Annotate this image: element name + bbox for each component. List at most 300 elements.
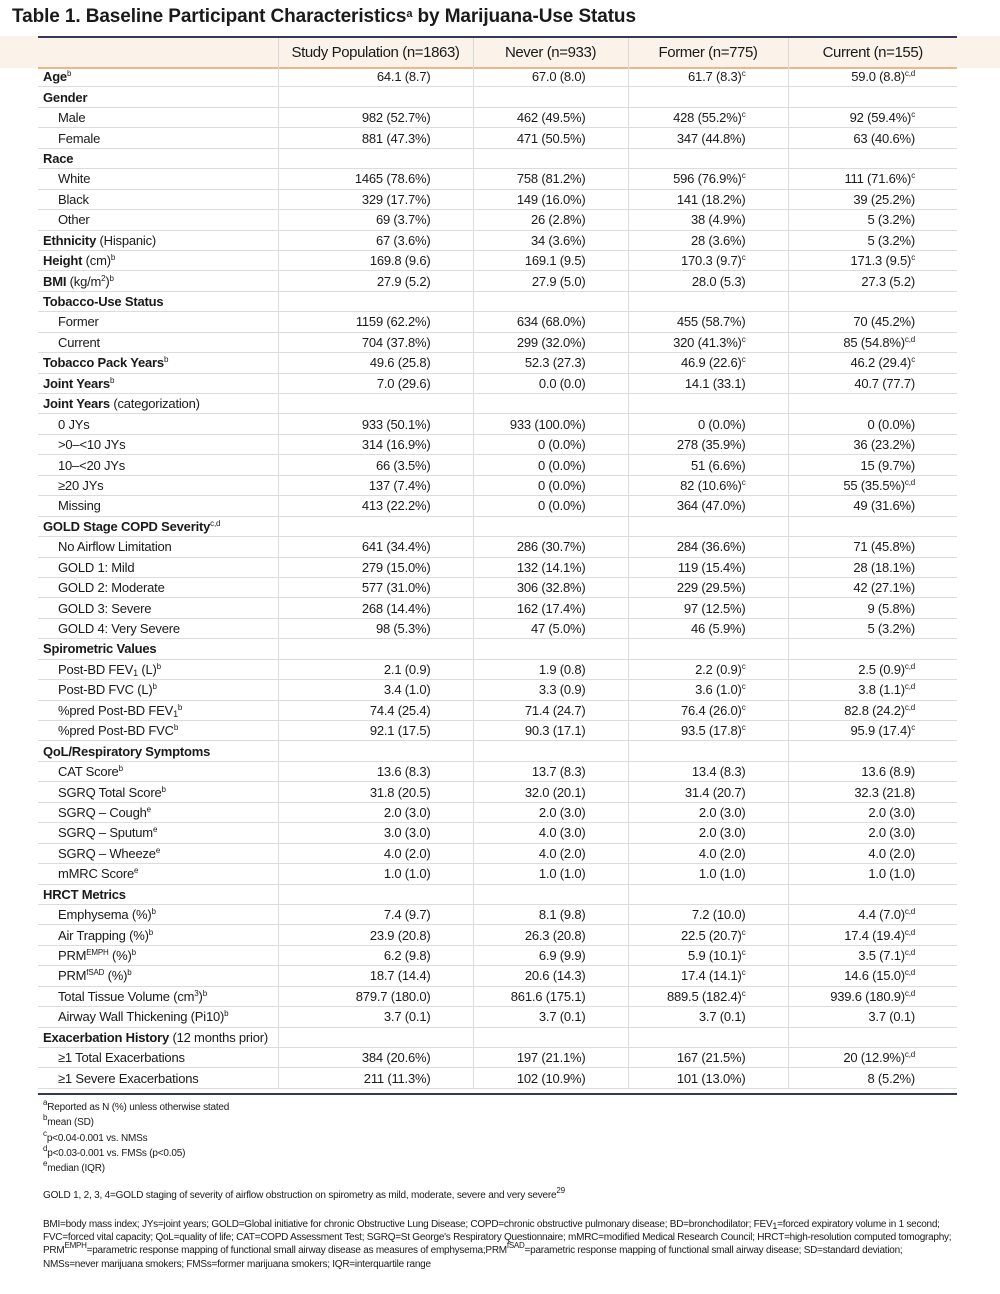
table-row (38, 659, 957, 679)
cell-value: 85 $(54.8\%)^{c,d}$ (788, 332, 957, 352)
row-label: ≥20 JYs (38, 475, 278, 495)
row-label: ≥1 Severe Exacerbations (38, 1068, 278, 1088)
table-row (38, 250, 957, 270)
cell-value: 14.1 (33.1) (628, 373, 788, 393)
cell-value: 101 (13.0%) (628, 1068, 788, 1088)
cell-value: 933 (50.1%) (278, 414, 473, 434)
cell-value: 5.9 $(10.1)^c$ (628, 945, 788, 965)
cell-value: 32.0 (20.1) (473, 782, 628, 802)
table-row (38, 577, 957, 597)
cell-value: 2.0 (3.0) (788, 823, 957, 843)
cell-value: 3.5 $(7.1)^{c,d}$ (788, 945, 957, 965)
cell-value (788, 639, 957, 659)
cell-value: 4.0 (2.0) (473, 843, 628, 863)
cell-value: 4.0 (3.0) (473, 823, 628, 843)
cell-value: 2.0 (3.0) (278, 802, 473, 822)
row-label: Emphysema (%)$^b$ (38, 904, 278, 924)
cell-value: 74.4 (25.4) (278, 700, 473, 720)
cell-value: 66 (3.5%) (278, 455, 473, 475)
cell-value: 162 (17.4%) (473, 598, 628, 618)
cell-value: 3.7 (0.1) (278, 1007, 473, 1027)
cell-value: 413 (22.2%) (278, 496, 473, 516)
cell-value: 2.5 $(0.9)^{c,d}$ (788, 659, 957, 679)
table-row (38, 761, 957, 781)
column-header: Never (n=933) (473, 38, 628, 67)
table-row (38, 210, 957, 230)
row-label: %pred Post-BD FVC$^b$ (38, 721, 278, 741)
cell-value: 17.4 $(14.1)^c$ (628, 966, 788, 986)
cell-value: 71 (45.8%) (788, 537, 957, 557)
cell-value: 879.7 (180.0) (278, 986, 473, 1006)
cell-value: 51 (6.6%) (628, 455, 788, 475)
cell-value: 14.6 $(15.0)^{c,d}$ (788, 966, 957, 986)
cell-value: 27.9 (5.2) (278, 271, 473, 291)
cell-value: 171.3 $(9.5)^c$ (788, 250, 957, 270)
table-row (38, 823, 957, 843)
cell-value: 861.6 (175.1) (473, 986, 628, 1006)
table-row (38, 721, 957, 741)
row-label: Airway Wall Thickening $(Pi10)^b$ (38, 1007, 278, 1027)
footnote: $^c$p<0.04-0.001 vs. NMSs (43, 1128, 148, 1144)
column-header: Study Population (n=1863) (278, 38, 473, 67)
cell-value: 364 (47.0%) (628, 496, 788, 516)
row-label: QoL/Respiratory Symptoms (38, 741, 278, 761)
cell-value: 1.9 (0.8) (473, 659, 628, 679)
table-row (38, 1068, 957, 1088)
row-label: BMI $(kg/m^2)^b$ (38, 271, 278, 291)
table-row (38, 394, 957, 414)
row-label: >0–<10 JYs (38, 434, 278, 454)
cell-value: 92 $(59.4\%)^c$ (788, 107, 957, 127)
table-row (38, 986, 957, 1006)
cell-value (628, 516, 788, 536)
table-row (38, 87, 957, 107)
cell-value (278, 291, 473, 311)
row-label: HRCT Metrics (38, 884, 278, 904)
row-label: GOLD 3: Severe (38, 598, 278, 618)
cell-value: 90.3 (17.1) (473, 721, 628, 741)
row-label: GOLD 4: Very Severe (38, 618, 278, 638)
cell-value: 69 (3.7%) (278, 210, 473, 230)
row-label: Former (38, 312, 278, 332)
cell-value: 5 (3.2%) (788, 618, 957, 638)
cell-value (628, 1027, 788, 1047)
cell-value: 347 (44.8%) (628, 128, 788, 148)
cell-value: 306 (32.8%) (473, 577, 628, 597)
footnotes (43, 1100, 229, 1176)
cell-value: 704 (37.8%) (278, 332, 473, 352)
cell-value: 889.5 $(182.4)^c$ (628, 986, 788, 1006)
footnote: $^e$median (IQR) (43, 1159, 105, 1175)
table-row (38, 904, 957, 924)
characteristics-table (38, 38, 957, 1089)
cell-value: 40.7 (77.7) (788, 373, 957, 393)
cell-value: 2.0 (3.0) (788, 802, 957, 822)
table-row (38, 291, 957, 311)
cell-value (278, 1027, 473, 1047)
cell-value: 76.4 $(26.0)^c$ (628, 700, 788, 720)
cell-value: 49 (31.6%) (788, 496, 957, 516)
cell-value: 28 (18.1%) (788, 557, 957, 577)
table-row (38, 598, 957, 618)
cell-value: 46.9 $(22.6)^c$ (628, 353, 788, 373)
cell-value: 2.0 (3.0) (628, 823, 788, 843)
cell-value: 6.2 (9.8) (278, 945, 473, 965)
cell-value: 23.9 (20.8) (278, 925, 473, 945)
cell-value: 0 (0.0%) (473, 496, 628, 516)
cell-value: 320 $(41.3\%)^c$ (628, 332, 788, 352)
cell-value: 3.8 $(1.1)^{c,d}$ (788, 680, 957, 700)
cell-value: 167 (21.5%) (628, 1048, 788, 1068)
cell-value: 31.8 (20.5) (278, 782, 473, 802)
table-row (38, 680, 957, 700)
row-label: Missing (38, 496, 278, 516)
cell-value: 18.7 (14.4) (278, 966, 473, 986)
table-row (38, 618, 957, 638)
cell-value: 758 (81.2%) (473, 169, 628, 189)
column-header (38, 38, 278, 67)
cell-value: 28.0 (5.3) (628, 271, 788, 291)
cell-value: 9 (5.8%) (788, 598, 957, 618)
gold-note: GOLD 1, 2, 3, 4=GOLD staging of severity of airflow obstruction on spirometry as mild, moderate, severe and very severe$^{29}$ (43, 1186, 565, 1201)
table-row (38, 169, 957, 189)
cell-value: 0 (0.0%) (628, 414, 788, 434)
cell-value: 284 (36.6%) (628, 537, 788, 557)
cell-value: 63 (40.6%) (788, 128, 957, 148)
row-label: $PRM^{fSAD}$ (%)$^b$ (38, 966, 278, 986)
table-body (38, 67, 957, 1088)
cell-value: 0 (0.0%) (473, 455, 628, 475)
row-label: Ethnicity (Hispanic) (38, 230, 278, 250)
cell-value: 1465 (78.6%) (278, 169, 473, 189)
cell-value (473, 394, 628, 414)
row-label: Exacerbation History (12 months prior) (38, 1027, 278, 1047)
cell-value: 13.6 (8.9) (788, 761, 957, 781)
cell-value (628, 884, 788, 904)
cell-value: 61.7 $(8.3)^c$ (628, 67, 788, 87)
cell-value: 1.0 (1.0) (788, 864, 957, 884)
cell-value: 31.4 (20.7) (628, 782, 788, 802)
row-label: GOLD 1: Mild (38, 557, 278, 577)
cell-value: 95.9 $(17.4)^c$ (788, 721, 957, 741)
table-row (38, 966, 957, 986)
cell-value: 67 (3.6%) (278, 230, 473, 250)
table-row (38, 373, 957, 393)
row-label: SGRQ Total Score$^b$ (38, 782, 278, 802)
table-row (38, 1048, 957, 1068)
header-row (38, 38, 957, 67)
cell-value (628, 148, 788, 168)
cell-value: 3.4 (1.0) (278, 680, 473, 700)
cell-value (473, 741, 628, 761)
cell-value: 119 (15.4%) (628, 557, 788, 577)
cell-value (473, 1027, 628, 1047)
abbreviation-glossary: BMI=body mass index; JYs=joint years; GOLD=Global initiative for chronic Obstructive Lung Disease; COPD=chronic obstructive pulmonary disease; BD=bronchodilator; $FEV_1=forced$ expiratory volume in 1 second; FVC=forced vital capacity; QoL=quality of life; CAT=COPD Assessment Test; SGRQ=St George's Respiratory Questionnaire; mMRC=modified Medical Research Council; HRCT=high-resolution computed tomography; $PRM^{EMPH}=parametric$ response mapping of functional small airway disease as measures of $emphysema;PRM^{fSAD}=parametric$ response mapping of functional small airway disease; SD=standard deviation; NMSs=never marijuana smokers; FMSs=former marijuana smokers; IQR=interquartile range (43, 1219, 952, 1270)
row-label: Black (38, 189, 278, 209)
row-label: Male (38, 107, 278, 127)
row-label: ≥1 Total Exacerbations (38, 1048, 278, 1068)
table-row (38, 925, 957, 945)
cell-value: 4.4 $(7.0)^{c,d}$ (788, 904, 957, 924)
table-title: Table 1. Baseline Participant Characteristics$^a$ by Marijuana-Use Status (12, 6, 636, 27)
footnote: $^b$mean (SD) (43, 1113, 94, 1129)
cell-value (278, 884, 473, 904)
footnote: $^a$Reported as N (%) unless otherwise stated (43, 1098, 230, 1113)
cell-value: 268 (14.4%) (278, 598, 473, 618)
cell-value: 3.0 (3.0) (278, 823, 473, 843)
cell-value (788, 291, 957, 311)
table-row (38, 353, 957, 373)
cell-value (473, 884, 628, 904)
cell-value: 169.8 (9.6) (278, 250, 473, 270)
cell-value: 1159 (62.2%) (278, 312, 473, 332)
row-label: GOLD 2: Moderate (38, 577, 278, 597)
cell-value: 286 (30.7%) (473, 537, 628, 557)
cell-value: 15 (9.7%) (788, 455, 957, 475)
row-label: Spirometric Values (38, 639, 278, 659)
cell-value: 7.0 (29.6) (278, 373, 473, 393)
cell-value: 170.3 $(9.7)^c$ (628, 250, 788, 270)
cell-value (788, 516, 957, 536)
cell-value (628, 394, 788, 414)
cell-value: 149 (16.0%) (473, 189, 628, 209)
cell-value: 3.7 (0.1) (788, 1007, 957, 1027)
cell-value: 55 $(35.5\%)^{c,d}$ (788, 475, 957, 495)
cell-value: 229 (29.5%) (628, 577, 788, 597)
cell-value (788, 1027, 957, 1047)
row-label: mMRC Score$^e$ (38, 864, 278, 884)
cell-value: 141 (18.2%) (628, 189, 788, 209)
cell-value: 462 (49.5%) (473, 107, 628, 127)
cell-value: 22.5 $(20.7)^c$ (628, 925, 788, 945)
cell-value: 0 (0.0%) (788, 414, 957, 434)
row-label: Total Tissue Volume $(cm^3)^b$ (38, 986, 278, 1006)
cell-value: 17.4 $(19.4)^{c,d}$ (788, 925, 957, 945)
cell-value (473, 639, 628, 659)
cell-value: 13.7 (8.3) (473, 761, 628, 781)
cell-value: 26.3 (20.8) (473, 925, 628, 945)
cell-value (788, 884, 957, 904)
cell-value: 38 (4.9%) (628, 210, 788, 230)
table-row (38, 557, 957, 577)
cell-value: 428 $(55.2\%)^c$ (628, 107, 788, 127)
cell-value: 70 (45.2%) (788, 312, 957, 332)
cell-value: 49.6 (25.8) (278, 353, 473, 373)
cell-value: 197 (21.1%) (473, 1048, 628, 1068)
table-row (38, 945, 957, 965)
cell-value: 4.0 (2.0) (278, 843, 473, 863)
table-row (38, 496, 957, 516)
cell-value: 8 (5.2%) (788, 1068, 957, 1088)
cell-value: 471 (50.5%) (473, 128, 628, 148)
footnote: $^d$p<0.03-0.001 vs. FMSs (p<0.05) (43, 1143, 186, 1159)
row-label: %pred Post-BD $FEV_1^b$ (38, 700, 278, 720)
cell-value: 39 (25.2%) (788, 189, 957, 209)
table-row (38, 434, 957, 454)
cell-value: 982 (52.7%) (278, 107, 473, 127)
cell-value: 933 (100.0%) (473, 414, 628, 434)
cell-value: 577 (31.0%) (278, 577, 473, 597)
cell-value: 97 (12.5%) (628, 598, 788, 618)
cell-value: 42 (27.1%) (788, 577, 957, 597)
table-row (38, 782, 957, 802)
cell-value: 111 $(71.6\%)^c$ (788, 169, 957, 189)
cell-value: 7.4 (9.7) (278, 904, 473, 924)
cell-value: 46.2 $(29.4)^c$ (788, 353, 957, 373)
table-row (38, 475, 957, 495)
table-row (38, 516, 957, 536)
cell-value: 314 (16.9%) (278, 434, 473, 454)
cell-value: 3.6 $(1.0)^c$ (628, 680, 788, 700)
cell-value (278, 639, 473, 659)
cell-value: 59.0 $(8.8)^{c,d}$ (788, 67, 957, 87)
cell-value: 13.6 (8.3) (278, 761, 473, 781)
cell-value: 98 (5.3%) (278, 618, 473, 638)
row-label: GOLD Stage COPD Severity$^{c,d}$ (38, 516, 278, 536)
cell-value (788, 394, 957, 414)
row-label: Air Trapping (%)$^b$ (38, 925, 278, 945)
row-label: Gender (38, 87, 278, 107)
cell-value (473, 291, 628, 311)
cell-value (628, 291, 788, 311)
cell-value (628, 87, 788, 107)
cell-value (788, 741, 957, 761)
cell-value: 881 (47.3%) (278, 128, 473, 148)
cell-value: 20 $(12.9\%)^{c,d}$ (788, 1048, 957, 1068)
cell-value: 278 (35.9%) (628, 434, 788, 454)
cell-value: 8.1 (9.8) (473, 904, 628, 924)
table-row (38, 537, 957, 557)
table-row (38, 128, 957, 148)
table-row (38, 455, 957, 475)
cell-value: 279 (15.0%) (278, 557, 473, 577)
cell-value: 26 (2.8%) (473, 210, 628, 230)
cell-value: 92.1 (17.5) (278, 721, 473, 741)
cell-value: 52.3 (27.3) (473, 353, 628, 373)
cell-value: 71.4 (24.7) (473, 700, 628, 720)
cell-value: 64.1 (8.7) (278, 67, 473, 87)
cell-value: 2.2 $(0.9)^c$ (628, 659, 788, 679)
table-row (38, 1027, 957, 1047)
cell-value (788, 148, 957, 168)
row-label: Other (38, 210, 278, 230)
row-label: Tobacco-Use Status (38, 291, 278, 311)
cell-value: 67.0 (8.0) (473, 67, 628, 87)
cell-value (788, 87, 957, 107)
cell-value: 384 (20.6%) (278, 1048, 473, 1068)
table-row (38, 700, 957, 720)
cell-value: 3.3 (0.9) (473, 680, 628, 700)
row-label: 0 JYs (38, 414, 278, 434)
table-row (38, 271, 957, 291)
row-label: White (38, 169, 278, 189)
cell-value: 27.9 (5.0) (473, 271, 628, 291)
cell-value: 47 (5.0%) (473, 618, 628, 638)
column-header: Current (n=155) (788, 38, 957, 67)
table-row (38, 230, 957, 250)
table-row (38, 414, 957, 434)
row-label: Joint Years (categorization) (38, 394, 278, 414)
row-label: Race (38, 148, 278, 168)
cell-value: 455 (58.7%) (628, 312, 788, 332)
row-label: SGRQ – Cough$^e$ (38, 802, 278, 822)
row-label: No Airflow Limitation (38, 537, 278, 557)
cell-value: 102 (10.9%) (473, 1068, 628, 1088)
cell-value: 1.0 (1.0) (628, 864, 788, 884)
row-label: Age$^b$ (38, 67, 278, 87)
row-label: 10–<20 JYs (38, 455, 278, 475)
cell-value: 20.6 (14.3) (473, 966, 628, 986)
column-header: Former (n=775) (628, 38, 788, 67)
cell-value (628, 741, 788, 761)
bottom-rule (38, 1093, 957, 1095)
table-row (38, 639, 957, 659)
table-row (38, 189, 957, 209)
table-row (38, 1007, 957, 1027)
cell-value: 93.5 $(17.8)^c$ (628, 721, 788, 741)
cell-value: 169.1 (9.5) (473, 250, 628, 270)
cell-value: 137 (7.4%) (278, 475, 473, 495)
row-label: Post-BD FVC $(L)^b$ (38, 680, 278, 700)
cell-value: 28 (3.6%) (628, 230, 788, 250)
cell-value: 5 (3.2%) (788, 210, 957, 230)
cell-value: 132 (14.1%) (473, 557, 628, 577)
table-row (38, 107, 957, 127)
table-row (38, 332, 957, 352)
cell-value: 7.2 (10.0) (628, 904, 788, 924)
cell-value: 329 (17.7%) (278, 189, 473, 209)
row-label: Female (38, 128, 278, 148)
row-label: SGRQ – Sputum$^e$ (38, 823, 278, 843)
row-label: Joint Years$^b$ (38, 373, 278, 393)
table-row (38, 843, 957, 863)
row-label: CAT Score$^b$ (38, 761, 278, 781)
cell-value: 82 $(10.6\%)^c$ (628, 475, 788, 495)
cell-value: 0.0 (0.0) (473, 373, 628, 393)
cell-value: 634 (68.0%) (473, 312, 628, 332)
cell-value: 82.8 $(24.2)^{c,d}$ (788, 700, 957, 720)
cell-value (278, 394, 473, 414)
table-row (38, 148, 957, 168)
cell-value: 211 (11.3%) (278, 1068, 473, 1088)
cell-value (473, 516, 628, 536)
row-label: Tobacco Pack Years$^b$ (38, 353, 278, 373)
cell-value: 27.3 (5.2) (788, 271, 957, 291)
row-label: Current (38, 332, 278, 352)
cell-value: 299 (32.0%) (473, 332, 628, 352)
cell-value (473, 87, 628, 107)
table-row (38, 312, 957, 332)
cell-value: 3.7 (0.1) (628, 1007, 788, 1027)
cell-value (278, 148, 473, 168)
cell-value: 2.0 (3.0) (473, 802, 628, 822)
cell-value: 0 (0.0%) (473, 475, 628, 495)
cell-value (278, 87, 473, 107)
cell-value: 939.6 $(180.9)^{c,d}$ (788, 986, 957, 1006)
table-row (38, 864, 957, 884)
cell-value: 4.0 (2.0) (788, 843, 957, 863)
cell-value: 46 (5.9%) (628, 618, 788, 638)
cell-value (473, 148, 628, 168)
row-label: SGRQ – Wheeze$^e$ (38, 843, 278, 863)
cell-value: 2.1 (0.9) (278, 659, 473, 679)
table-row (38, 884, 957, 904)
cell-value: 32.3 (21.8) (788, 782, 957, 802)
table-row (38, 67, 957, 87)
cell-value (628, 639, 788, 659)
cell-value (278, 741, 473, 761)
row-label: Post-BD $FEV_1$ $(L)^b$ (38, 659, 278, 679)
